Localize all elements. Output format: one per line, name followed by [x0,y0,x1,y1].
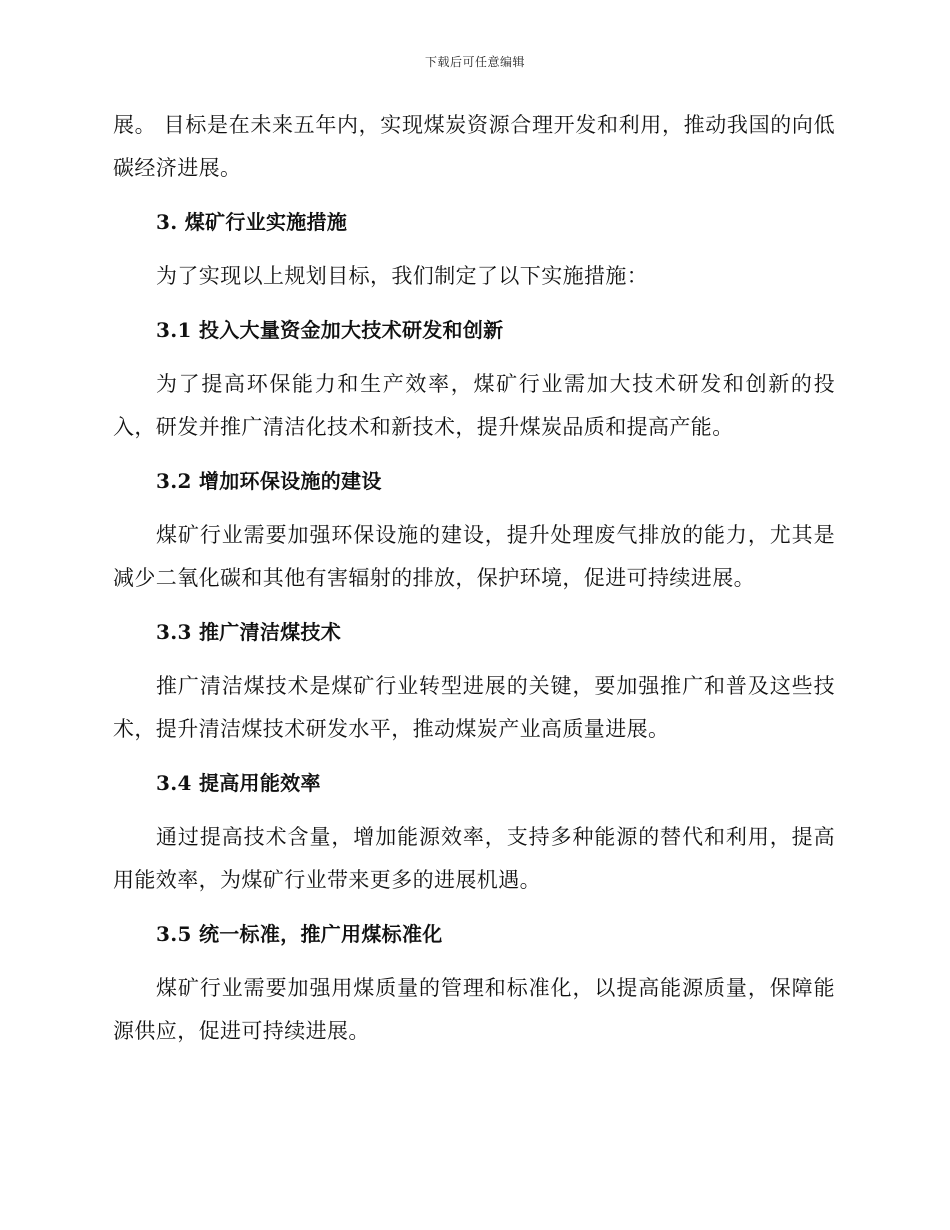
paragraph-3-2: 煤矿行业需要加强环保设施的建设，提升处理废气排放的能力，尤其是减少二氧化碳和其他有害辐射的排放，保护环境，促进可持续进展。 [113,523,835,590]
section-heading-3-5: 3.5 统一标准，推广用煤标准化 [156,922,443,946]
paragraph-continuation: 展。 目标是在未来五年内，实现煤炭资源合理开发和利用，推动我国的向低碳经济进展。 [113,113,835,180]
paragraph-3-1: 为了提高环保能力和生产效率，煤矿行业需加大技术研发和创新的投入，研发并推广清洁化技术和新技术，提升煤炭品质和提高产能。 [113,372,835,439]
document-body [113,104,835,1053]
paragraph-3-4: 通过提高技术含量，增加能源效率，支持多种能源的替代和利用，提高用能效率，为煤矿行业带来更多的进展机遇。 [113,825,835,892]
paragraph-intro-measures: 为了实现以上规划目标，我们制定了以下实施措施： [156,264,649,288]
paragraph-3-3: 推广清洁煤技术是煤矿行业转型进展的关键，要加强推广和普及这些技术，提升清洁煤技术研发水平，推动煤炭产业高质量进展。 [113,674,835,741]
page-header-note: 下载后可任意编辑 [424,55,525,69]
section-heading-3: 3. 煤矿行业实施措施 [156,210,348,234]
paragraph-3-5: 煤矿行业需要加强用煤质量的管理和标准化，以提高能源质量，保障能源供应，促进可持续进展。 [113,976,835,1043]
section-heading-3-2: 3.2 增加环保设施的建设 [156,469,382,493]
section-heading-3-4: 3.4 提高用能效率 [156,771,321,795]
section-heading-3-1: 3.1 投入大量资金加大技术研发和创新 [156,318,504,342]
section-heading-3-3: 3.3 推广清洁煤技术 [156,620,342,644]
